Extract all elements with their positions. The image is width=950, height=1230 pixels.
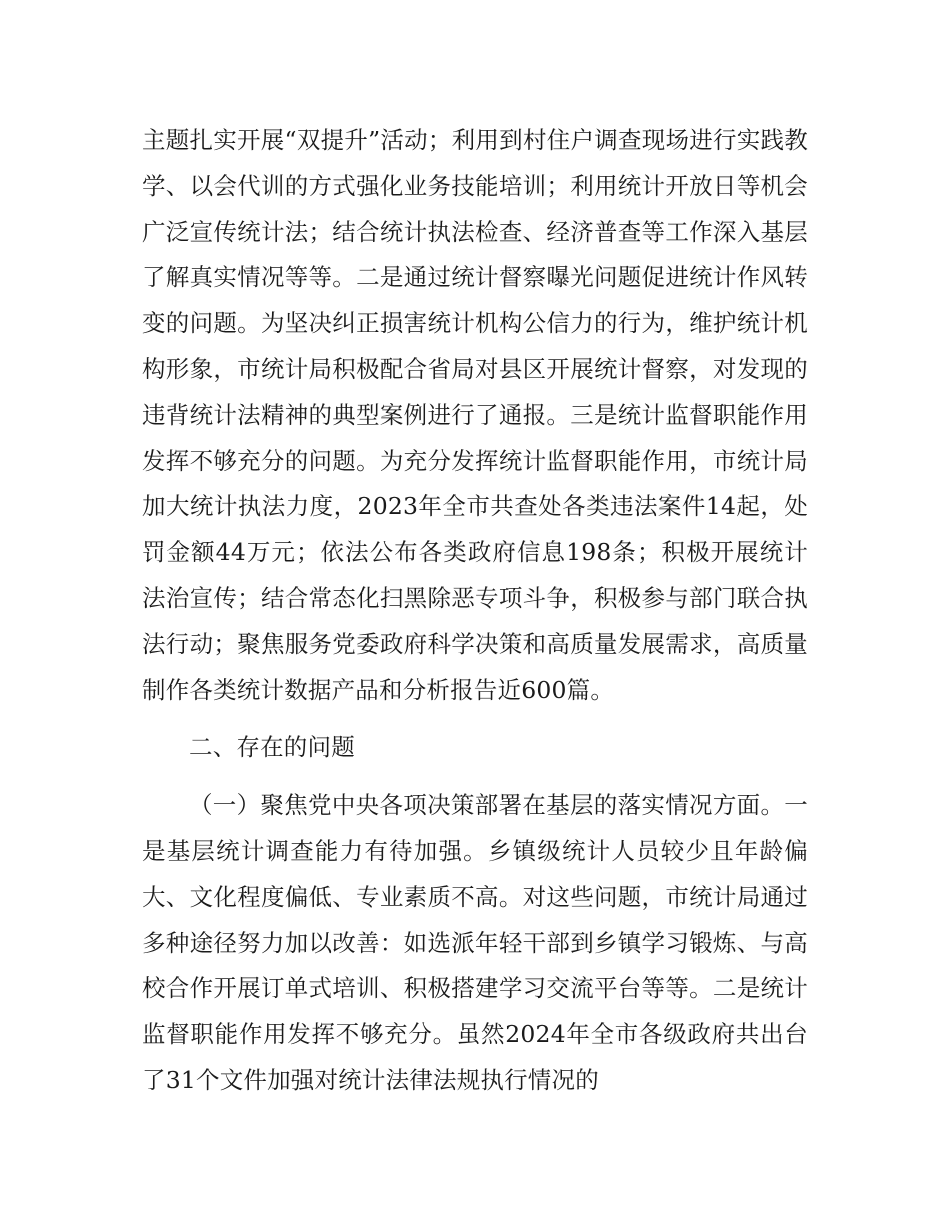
document-page [142,118,808,1104]
body-paragraph-continued: 主题扎实开展“双提升”活动；利用到村住户调查现场进行实践教学、以会代训的方式强化业务技能培训；利用统计开放日等机会广泛宣传统计法；结合统计执法检查、经济普查等工作深入基层了解真实情况等等。二是通过统计督察曝光问题促进统计作风转变的问题。为坚决纠正损害统计机构公信力的行为，维护统计机构形象，市统计局积极配合省局对县区开展统计督察，对发现的违背统计法精神的典型案例进行了通报。三是统计监督职能作用发挥不够充分的问题。为充分发挥统计监督职能作用，市统计局加大统计执法力度，2023年全市共查处各类违法案件14起，处罚金额44万元；依法公布各类政府信息198条；积极开展统计法治宣传；结合常态化扫黑除恶专项斗争，积极参与部门联合执法行动；聚焦服务党委政府科学决策和高质量发展需求，高质量制作各类统计数据产品和分析报告近600篇。 [142,126,808,704]
section-heading: 二、存在的问题 [189,733,355,762]
body-paragraph: （一）聚焦党中央各项决策部署在基层的落实情况方面。一是基层统计调查能力有待加强。乡镇级统计人员较少且年龄偏大、文化程度偏低、专业素质不高。对这些问题，市统计局通过多种途径努力加以改善：如选派年轻干部到乡镇学习锻炼、与高校合作开展订单式培训、积极搭建学习交流平台等等。二是统计监督职能作用发挥不够充分。虽然2024年全市各级政府共出台了31个文件加强对统计法律法规执行情况的 [142,791,808,1094]
